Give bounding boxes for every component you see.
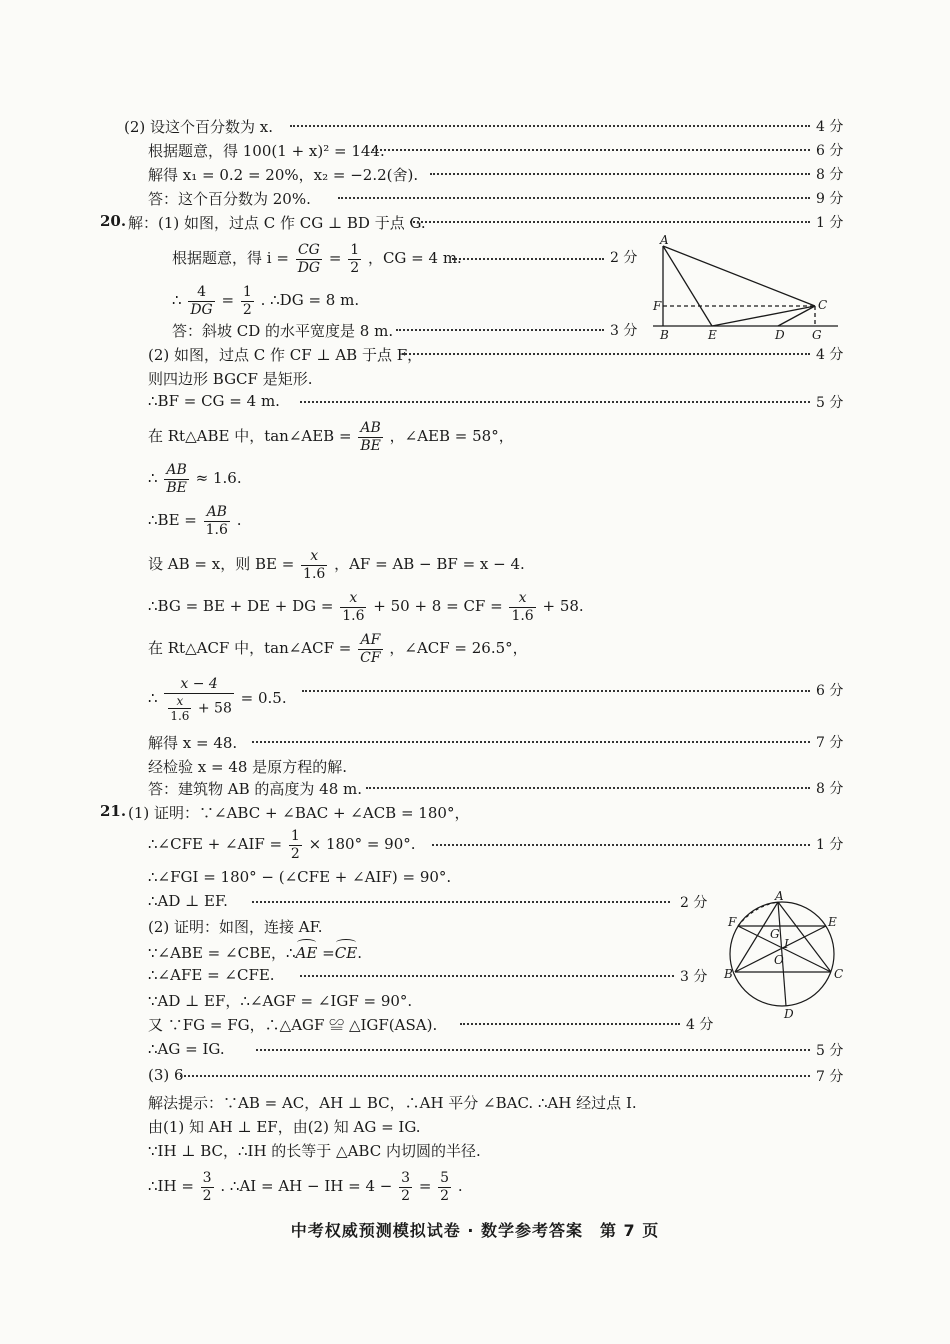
leader-dots [432, 844, 810, 846]
line-17 [0, 630, 950, 666]
label-o: O [774, 953, 784, 967]
leader-dots [402, 353, 810, 355]
line-text [172, 282, 359, 319]
fraction [438, 1170, 451, 1205]
line-19 [0, 732, 950, 758]
text-run: × 180° = 90°. [308, 835, 416, 853]
score-label: 8 分 [816, 167, 844, 183]
line-text [148, 1168, 463, 1205]
text-run: 设 AB = x，则 BE = [148, 555, 295, 573]
fraction [399, 1170, 412, 1205]
leader-dots [338, 197, 810, 199]
line-text: 根据题意，得 100(1 + x)² = 144. [148, 142, 385, 160]
segment-ac [663, 246, 815, 306]
label-e: E [828, 915, 837, 929]
leader-dots [430, 173, 810, 175]
fraction-denominator: BE [360, 437, 381, 454]
fraction-denominator: 1.6 [303, 565, 326, 582]
fraction [289, 828, 302, 863]
text-run: . ∴AI = AH − IH = 4 − [220, 1177, 393, 1195]
label-c: C [834, 967, 844, 981]
arc-ae: AE [295, 944, 318, 962]
text-run: ∴BG = BE + DE + DG = [148, 597, 334, 615]
line-text: 解法提示：∵AB = AC，AH ⊥ BC，∴AH 平分 ∠BAC. ∴AH 经过点 I. [148, 1094, 637, 1112]
fraction-numerator: 3 [401, 1169, 411, 1186]
leader-dots [396, 329, 604, 331]
text-run: = [328, 249, 342, 267]
line-text: 解：(1) 如图，过点 C 作 CG ⊥ BD 于点 G. [128, 214, 426, 232]
text-run: ，AF = AB − BF = x − 4. [334, 555, 525, 573]
text-run: . [357, 944, 362, 962]
line-15 [0, 546, 950, 582]
fraction-denominator: DG [297, 259, 321, 276]
score-label: 6 分 [816, 143, 844, 159]
score-label: 3 分 [680, 969, 708, 985]
line-10 [0, 368, 950, 394]
fraction [201, 1170, 214, 1205]
leader-dots [372, 149, 810, 151]
fraction-numerator: CG [296, 242, 322, 260]
line-text: ∴AG = IG. [148, 1040, 225, 1058]
line-text: 经检验 x = 48 是原方程的解. [148, 758, 347, 776]
score-label: 5 分 [816, 1043, 844, 1059]
label-f: F [728, 915, 737, 929]
fraction [340, 590, 366, 625]
label-d: D [775, 328, 785, 342]
fraction [188, 284, 214, 319]
line-34 [0, 1116, 950, 1142]
line-text: ∵IH ⊥ BC，∴IH 的长等于 △ABC 内切圆的半径. [148, 1142, 481, 1160]
fraction-denominator: BE [166, 479, 187, 496]
line-2 [0, 140, 950, 166]
line-text [148, 630, 528, 667]
line-text [148, 460, 242, 497]
fraction-denominator: 2 [242, 301, 252, 318]
text-run: . [457, 1177, 463, 1195]
text-run: + 50 + 8 = CF = [373, 597, 503, 615]
fraction-numerator: 3 [202, 1169, 212, 1186]
score-label: 4 分 [816, 119, 844, 135]
leader-dots [410, 221, 810, 223]
line-11 [0, 392, 950, 418]
fraction-numerator: 1 [242, 283, 252, 300]
text-run: ∴∠CFE + ∠AIF = [148, 835, 283, 853]
label-e: E [708, 328, 717, 342]
line-9 [0, 344, 950, 370]
text-run: ∴IH = [148, 1177, 194, 1195]
line-text: 解得 x₁ = 0.2 = 20%，x₂ = −2.2(舍). [148, 166, 419, 184]
line-32 [0, 1066, 950, 1092]
line-text [148, 418, 514, 455]
text-run: . [236, 511, 242, 529]
fraction [241, 284, 254, 319]
label-f: F [653, 299, 662, 313]
fraction [358, 420, 383, 455]
text-run: ∴ [148, 469, 158, 487]
line-text [148, 546, 525, 583]
fraction-denominator: 2 [290, 845, 300, 862]
line-text: 由(1) 知 AH ⊥ EF，由(2) 知 AG = IG. [148, 1118, 421, 1136]
dashed-af [738, 902, 778, 926]
leader-dots [252, 741, 810, 743]
line-31 [0, 1040, 950, 1066]
line-text: 解得 x = 48. [148, 734, 238, 752]
line-text [148, 672, 287, 724]
line-text: ∵AD ⊥ EF，∴∠AGF = ∠IGF = 90°. [148, 992, 413, 1010]
text-run: ∴ [148, 689, 158, 707]
line-text [148, 588, 584, 625]
leader-dots [252, 901, 670, 903]
fraction-numerator: 4 [188, 284, 214, 302]
line-text [148, 942, 362, 963]
fraction-denominator: 2 [401, 1187, 411, 1204]
fraction-denominator: 1.6 [511, 607, 534, 624]
leader-dots [300, 401, 810, 403]
fraction-denominator: DG [190, 301, 213, 318]
line-35 [0, 1140, 950, 1166]
score-label: 1 分 [816, 837, 844, 853]
line-13 [0, 460, 950, 496]
label-b: B [660, 328, 669, 342]
fraction-denominator: 2 [440, 1187, 450, 1204]
text-run: + 58. [542, 597, 584, 615]
leader-dots [180, 1075, 810, 1077]
score-label: 4 分 [686, 1017, 714, 1033]
fraction-numerator: 1 [350, 241, 360, 258]
score-label: 7 分 [816, 735, 844, 751]
line-text: 又 ∵FG = FG，∴△AGF ≌ △IGF(ASA). [148, 1016, 438, 1034]
fraction [168, 694, 191, 723]
score-label: 9 分 [816, 191, 844, 207]
fraction-denominator: CF [360, 649, 381, 666]
fraction-denominator: 2 [202, 1187, 212, 1204]
compound-fraction [164, 676, 234, 723]
score-label: 2 分 [680, 895, 708, 911]
score-label: 2 分 [610, 250, 638, 266]
line-14 [0, 502, 950, 538]
fraction-denominator: 1.6 [205, 521, 228, 538]
line-text: ∴BF = CG = 4 m. [148, 392, 280, 410]
line-12 [0, 418, 950, 454]
leader-dots [256, 1049, 810, 1051]
score-label: 1 分 [816, 215, 844, 231]
line-text [172, 240, 462, 277]
fraction [204, 504, 230, 539]
fraction-numerator: x [301, 548, 327, 566]
question-number: 21. [100, 802, 127, 820]
text-run: ∵∠ABE = ∠CBE，∴ [148, 944, 296, 962]
line-text: ∴AD ⊥ EF. [148, 892, 228, 910]
text-run: = [322, 944, 335, 962]
text-run: = [418, 1177, 432, 1195]
text-run: ≈ 1.6. [195, 469, 242, 487]
score-label: 7 分 [816, 1069, 844, 1085]
segment-ae [663, 246, 712, 326]
leader-dots [302, 690, 810, 692]
line-23 [0, 826, 950, 862]
fraction-numerator: x [340, 590, 366, 608]
fraction-numerator: AF [358, 632, 382, 650]
line-33 [0, 1092, 950, 1118]
text-run: = 0.5. [240, 689, 287, 707]
score-label: 8 分 [816, 781, 844, 797]
fraction [164, 462, 189, 497]
segment-ec [712, 306, 815, 326]
fraction-denominator [164, 694, 234, 723]
text-run: 在 Rt△ACF 中，tan∠ACF = [148, 639, 352, 657]
line-18 [0, 672, 950, 724]
line-text: (2) 证明：如图，连接 AF. [148, 918, 323, 936]
line-text: (1) 证明：∵∠ABC + ∠BAC + ∠ACB = 180°， [128, 804, 470, 822]
arc-ce: CE [334, 944, 358, 962]
leader-dots [366, 787, 810, 789]
label-c: C [818, 298, 828, 312]
score-label: 3 分 [610, 323, 638, 339]
leader-dots [460, 1023, 680, 1025]
fraction-numerator: 5 [440, 1169, 450, 1186]
line-text: (3) 6 [148, 1066, 184, 1084]
line-text: (2) 如图，过点 C 作 CF ⊥ AB 于点 F， [148, 346, 423, 364]
text-run: ∴BE = [148, 511, 197, 529]
text-run: ∴ [172, 291, 182, 309]
page-footer: 中考权威预测模拟试卷 · 数学参考答案 第 7 页 [290, 1221, 660, 1240]
line-16 [0, 588, 950, 624]
slope-diagram [650, 232, 840, 344]
text-run: . ∴DG = 8 m. [260, 291, 360, 309]
fraction-numerator: AB [358, 420, 383, 438]
fraction [358, 632, 382, 667]
circle-diagram [718, 890, 848, 1024]
fraction-numerator: x [509, 590, 535, 608]
label-g: G [770, 927, 780, 941]
label-b: B [724, 967, 733, 981]
fraction [509, 590, 535, 625]
fraction [301, 548, 327, 583]
text-run: ，∠ACF = 26.5°， [389, 639, 528, 657]
fraction-numerator: 1 [290, 827, 300, 844]
line-21 [0, 778, 950, 804]
label-g: G [812, 328, 822, 342]
text-run: ，CG = 4 m. [367, 249, 462, 267]
line-text: (2) 设这个百分数为 x. [124, 118, 274, 136]
line-text: 答：这个百分数为 20%. [148, 190, 311, 208]
line-text: ∴∠AFE = ∠CFE. [148, 966, 275, 984]
score-label: 6 分 [816, 683, 844, 699]
question-number: 20. [100, 212, 127, 230]
fraction-numerator: AB [204, 504, 230, 522]
leader-dots [290, 125, 810, 127]
fraction-numerator: AB [164, 462, 189, 480]
line-text: 答：建筑物 AB 的高度为 48 m. [148, 780, 363, 798]
fraction-denominator: 1.6 [342, 607, 365, 624]
fraction-denominator: 1.6 [170, 708, 190, 723]
line-4 [0, 188, 950, 214]
fraction-denominator: 2 [350, 259, 360, 276]
text-run: 在 Rt△ABE 中，tan∠AEB = [148, 427, 352, 445]
label-a: A [660, 233, 669, 247]
line-text: 答：斜坡 CD 的水平宽度是 8 m. [172, 322, 394, 340]
line-1 [0, 116, 950, 142]
leader-dots [300, 975, 674, 977]
label-i: I [784, 937, 789, 951]
line-36 [0, 1168, 950, 1204]
text-run: + 58 [197, 700, 232, 716]
line-text: 则四边形 BGCF 是矩形. [148, 370, 313, 388]
fraction [348, 242, 361, 277]
line-22 [0, 802, 950, 828]
line-3 [0, 164, 950, 190]
label-a: A [775, 890, 784, 903]
line-text [148, 826, 416, 863]
fraction-numerator: x [168, 694, 191, 709]
fraction-numerator: x − 4 [164, 676, 234, 694]
line-text: ∴∠FGI = 180° − (∠CFE + ∠AIF) = 90°. [148, 868, 452, 886]
text-run: 根据题意，得 i = [172, 249, 289, 267]
text-run: ，∠AEB = 58°， [389, 427, 514, 445]
score-label: 5 分 [816, 395, 844, 411]
score-label: 4 分 [816, 347, 844, 363]
text-run: = [221, 291, 235, 309]
leader-dots [452, 258, 604, 260]
line-text [148, 502, 241, 539]
fraction [296, 242, 322, 277]
label-d: D [784, 1007, 794, 1021]
